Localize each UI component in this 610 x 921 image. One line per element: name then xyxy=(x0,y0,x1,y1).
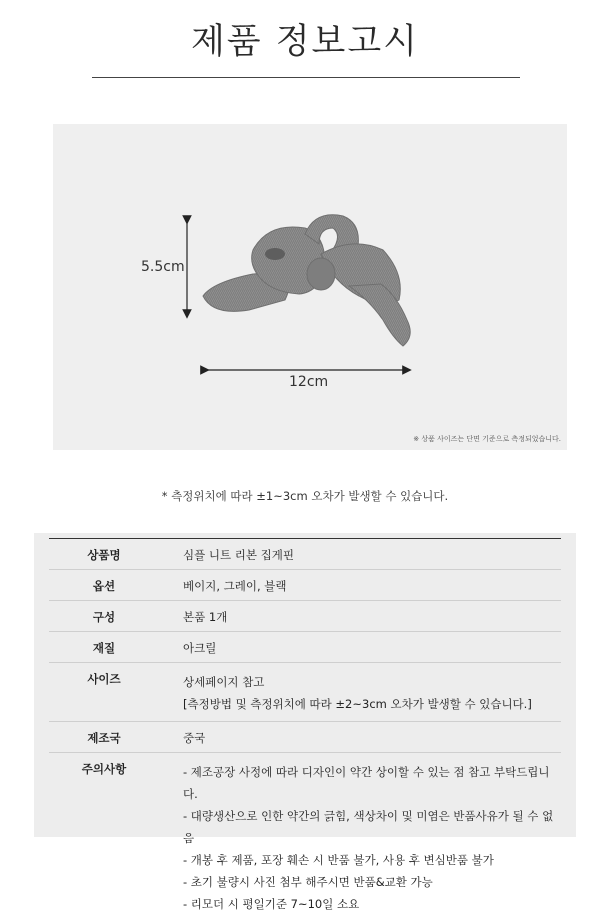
info-value: 베이지, 그레이, 블랙 xyxy=(159,570,561,601)
height-label: 5.5cm xyxy=(141,259,185,275)
title-divider xyxy=(92,77,520,78)
info-value xyxy=(159,753,561,921)
info-row-material xyxy=(49,632,561,663)
product-info-panel xyxy=(34,533,576,837)
product-info-table xyxy=(49,538,561,921)
info-row-product-name xyxy=(49,539,561,570)
caution-item: - 초기 불량시 사진 첨부 해주시면 반품&교환 가능 xyxy=(183,871,561,893)
info-row-origin xyxy=(49,722,561,753)
info-key: 제조국 xyxy=(49,722,159,753)
caution-item: - 개봉 후 제품, 포장 훼손 시 반품 불가, 사용 후 변심반품 불가 xyxy=(183,849,561,871)
info-value xyxy=(159,663,561,722)
info-value: 아크릴 xyxy=(159,632,561,663)
info-key: 상품명 xyxy=(49,539,159,570)
info-key: 옵션 xyxy=(49,570,159,601)
page-title: 제품 정보고시 xyxy=(0,14,610,64)
caution-item: - 리모더 시 평일기준 7~10일 소요 xyxy=(183,893,561,915)
info-value: 중국 xyxy=(159,722,561,753)
product-photo-panel xyxy=(53,124,567,450)
knit-ribbon-hairpin-photo xyxy=(203,215,410,346)
info-key: 주의사항 xyxy=(49,753,159,921)
info-key: 사이즈 xyxy=(49,663,159,722)
width-label: 12cm xyxy=(289,374,328,390)
info-key: 구성 xyxy=(49,601,159,632)
caution-item: - 제조공장 사정에 따라 디자인이 약간 상이할 수 있는 점 참고 부탁드립니다. xyxy=(183,761,561,805)
info-row-size xyxy=(49,663,561,722)
caution-item: - 대량생산으로 인한 약간의 긁힘, 색상차이 및 미염은 반품사유가 될 수 없음 xyxy=(183,805,561,849)
measurement-diagram xyxy=(53,124,567,450)
measurement-disclaimer: * 측정위치에 따라 ±1~3cm 오차가 발생할 수 있습니다. xyxy=(0,488,610,504)
info-row-composition xyxy=(49,601,561,632)
info-row-cautions xyxy=(49,753,561,921)
info-key: 재질 xyxy=(49,632,159,663)
info-value: 심플 니트 리본 집게핀 xyxy=(159,539,561,570)
size-note: ※ 상품 사이즈는 단면 기준으로 측정되었습니다. xyxy=(413,434,561,444)
info-line: 상세페이지 참고 xyxy=(183,671,561,693)
info-value: 본품 1개 xyxy=(159,601,561,632)
info-row-options xyxy=(49,570,561,601)
info-line: [측정방법 및 측정위치에 따라 ±2~3cm 오차가 발생할 수 있습니다.] xyxy=(183,693,561,715)
